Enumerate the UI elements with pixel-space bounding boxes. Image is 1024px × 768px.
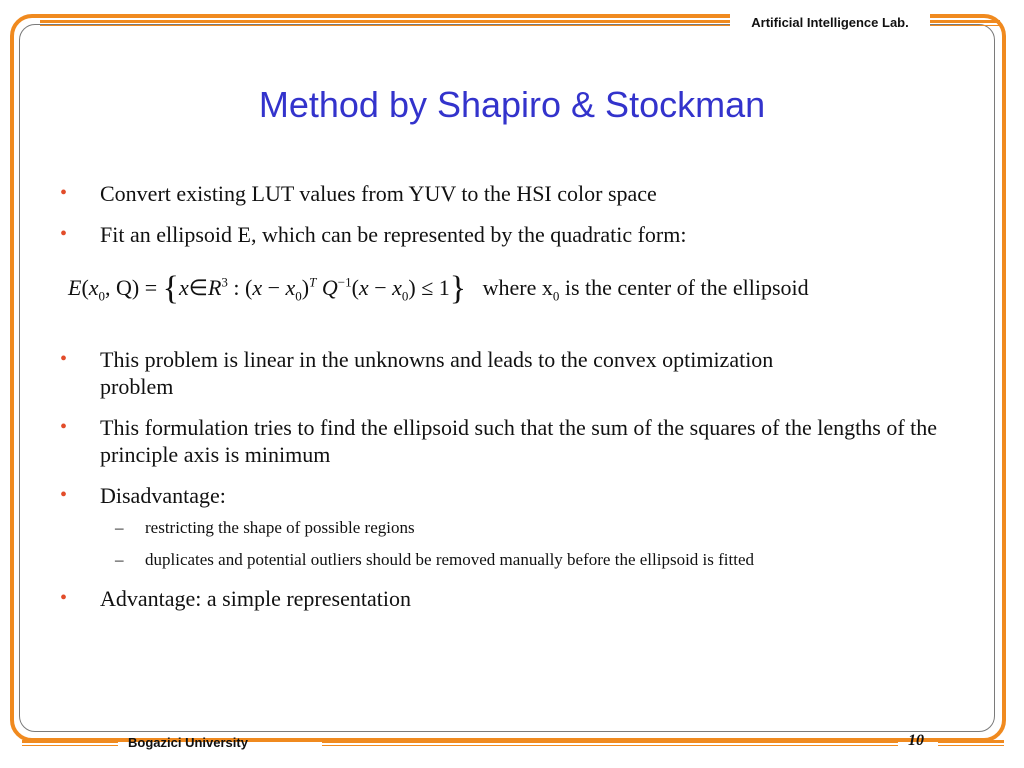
eq-sub: 0 — [98, 288, 106, 304]
bullet-text: Advantage: a simple representation — [100, 586, 411, 611]
eq-brace-open: { — [162, 270, 179, 307]
bullet-text: This formulation tries to find the ellipsoid such that the sum of the squares of the lengths of the principle axis is minimum — [100, 415, 938, 467]
eq-leq: ) ≤ 1 — [408, 275, 450, 300]
bullet-glyph: • — [60, 223, 68, 245]
eq-R: R — [207, 275, 222, 300]
eq-sup: 3 — [221, 274, 228, 290]
dash-glyph: – — [115, 550, 124, 569]
eq-x: x — [252, 275, 263, 300]
eq-minus: − — [262, 275, 286, 300]
bullet-list-main — [60, 346, 980, 626]
eq-x: x — [179, 275, 189, 300]
ellipsoid-equation: $E(x_0$, $Q) = \{x\in R^3$ : $(x - x_0)^T$ $Q^{-1}(x - x_0) \le 1$} where $x_0$ is the center of the ellipsoid — [68, 270, 809, 307]
bullet-glyph: • — [60, 348, 68, 370]
sub-bullet-item — [60, 549, 980, 571]
bullet-text: This problem is linear in the unknowns and leads to the convex optimization problem — [100, 347, 774, 399]
footer-rule-left — [22, 740, 118, 747]
eq-minus: − — [368, 275, 393, 300]
eq-x: x — [88, 275, 99, 300]
eq-commaQ: , Q) = — [105, 275, 158, 300]
bullet-item — [60, 482, 980, 509]
bullet-item — [60, 221, 980, 248]
lab-name: Artificial Intelligence Lab. — [730, 14, 930, 32]
bullet-glyph: • — [60, 182, 68, 204]
eq-E: E — [68, 275, 82, 300]
sub-bullet-text: duplicates and potential outliers should be removed manually before the ellipsoid is fitted — [145, 550, 755, 569]
eq-sup-T: T — [309, 274, 317, 290]
bullet-item — [60, 180, 980, 207]
bullet-glyph: • — [60, 587, 68, 609]
bullet-item — [60, 414, 980, 468]
footer-rule-right — [938, 740, 1004, 747]
bullet-text: Convert existing LUT values from YUV to the HSI color space — [100, 181, 657, 206]
eq-Q: Q — [321, 275, 338, 300]
bullet-item — [60, 346, 980, 400]
sub-bullet-item — [60, 517, 980, 539]
bullet-text: Disadvantage: — [100, 483, 226, 508]
bullet-item — [60, 585, 980, 612]
eq-x: x — [285, 275, 296, 300]
bullet-glyph: • — [60, 416, 68, 438]
eq-in: ∈ — [188, 275, 208, 300]
bullet-text: Fit an ellipsoid E, which can be represented by the quadratic form: — [100, 222, 687, 247]
footer-rule-middle — [322, 740, 898, 747]
bullet-glyph: • — [60, 484, 68, 506]
eq-x: x — [392, 275, 402, 300]
eq-brace-close: } — [449, 270, 467, 307]
eq-sup-inv: −1 — [337, 274, 352, 290]
slide-title: Method by Shapiro & Stockman — [258, 84, 766, 125]
sub-bullet-text: restricting the shape of possible regions — [145, 518, 415, 537]
eq-sub: 0 — [401, 288, 409, 304]
eq-x: x — [358, 275, 369, 300]
eq-sub: 0 — [295, 288, 302, 304]
bullet-list-top — [60, 180, 980, 262]
eq-colon: : ( — [227, 275, 253, 300]
eq-where: where x — [482, 275, 553, 300]
page-number: 10 — [908, 732, 924, 749]
footer-university: Bogazici University — [128, 735, 248, 750]
eq-paren: ( — [81, 275, 89, 300]
dash-glyph: – — [115, 518, 124, 537]
eq-sub: 0 — [552, 288, 560, 304]
eq-where-rest: is the center of the ellipsoid — [564, 275, 809, 300]
